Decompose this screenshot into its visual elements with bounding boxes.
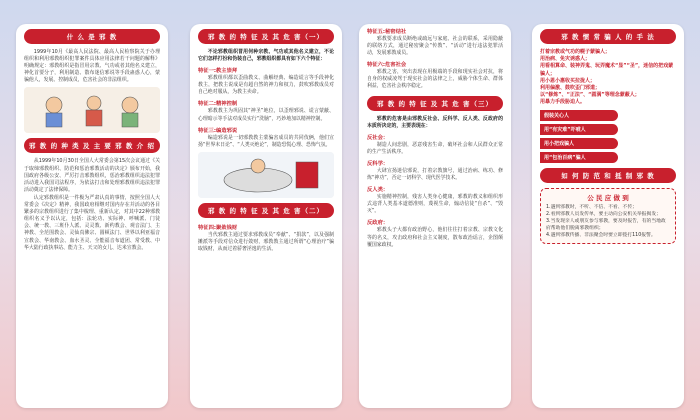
lead-text: 不论邪教组织冒用何种宗教、气功或其他名义建立，不论它们怎样打扮和伪装自己，邪教组织都具有如下六个特征： (198, 49, 334, 63)
citizen-guidance-box (540, 188, 676, 244)
trick-pill: 假装关心人 (540, 110, 618, 121)
guidance-line: 3.当发现亲人或朋友参与邪教，要及时报告，有的当地政府帮助他们脱离邪教组织； (546, 218, 666, 231)
cartoon-illustration (198, 152, 334, 198)
panel-what-is-cult (16, 24, 168, 408)
method-item: 利用偏激、鼓吹歪门邪道； (540, 85, 601, 92)
pill-list (532, 110, 684, 163)
section-header: 邪 教 的 种 类 及 主 要 邪 教 介 绍 (24, 138, 160, 153)
method-item: 用小恩小惠收买拉拢人； (540, 77, 596, 84)
feature-title: 特征二:精神控制 (198, 101, 238, 108)
trick-pill: 用“包治百病”骗人 (540, 152, 618, 163)
section-header: 邪 教 的 特 征 及 其 危 害（三） (367, 96, 503, 111)
harm-title: 反政府： (367, 220, 389, 227)
method-list (540, 49, 676, 107)
feature-title: 特征四:聚敛钱财 (198, 224, 238, 231)
harm-text: 大肆宣扬迷信邪说，打着宗教旗号，通过治病、练功、修炼“神功”，否定一切科学、现代医学技术。 (367, 167, 503, 182)
harm-title: 反人类： (367, 187, 389, 194)
feature-text: 邪教教主为巩固其“神圣”地位，以歪理邪说、谎言蒙蔽、心理暗示等手法对成员实行“洗脑”，巧妙地加以精神控制。 (198, 108, 334, 122)
feature-title: 特征一:教主崇拜 (198, 68, 238, 75)
lead-text: 邪教的危害是由邪教反社会、反科学、反人类、反政府的本质所决定的，主要表现在： (367, 115, 503, 129)
feature-text: 邪教组织都以歪曲教义、曲解经典、编造谎言等手段神化教主，把教主说成是有超自然的神力和权力，鼓吹邪教成员对自己绝对服从，为教主卖命。 (198, 75, 334, 96)
harm-title: 反科学： (367, 160, 389, 167)
box-title: 公 民 应 做 到 (587, 193, 629, 202)
feature-title: 特征五:秘密结社 (367, 29, 407, 35)
cartoon-illustration (24, 87, 160, 133)
method-item: 打着宗教或气功的幌子蒙骗人； (540, 49, 611, 55)
method-item: 以“修炼”、“正法”、“圆满”等理念蒙蔽人； (540, 92, 640, 99)
feature-text: 邪教要求成员断绝或疏远与家庭、社会的联系，采用隐蔽的联络方式，通过秘密聚会“传教”、“活动”进行违法犯罪活动，发展邪教成员。 (367, 36, 503, 57)
guidance-line: 1.遇到邪教时，不听、不信、不看、不传； (546, 204, 637, 210)
guidance-line: 4.遇到邪教传播、非法聚会时要立即拨打110报警。 (546, 232, 656, 238)
harm-text: 实施精神控制，残害人类身心健康，邪教的教义和组织形式违背人类基本道德准则，蔑视生命，煽动信徒“自杀”、“毁灭”。 (367, 194, 503, 215)
method-item: 用暴力手段胁迫人。 (540, 99, 586, 106)
guidance-line: 2.看到邪教人员发传单，要主动向公安机关举报揭发； (546, 211, 661, 217)
section-header: 如 何 防 范 和 抵 制 邪 教 (540, 168, 676, 183)
panel-features-1 (190, 24, 342, 408)
intro-text: 1999年10月《最高人民法院、最高人民检察院关于办理组织和利用邪教组织犯罪案件具体应用法律若干问题的解释》明确规定：邪教组织是指冒用宗教、气功或者其他名义建立，神化首要分子，利用制造、散布迷信邪说等手段蛊惑人心，蒙骗他人，发展、控制成员，危害社会的非法组织。 (24, 49, 160, 84)
body-text: 从1999年10月30日全国人大常委会第15次会议通过《关于取缔邪教组织、防范和惩治邪教活动的决定》颁布开始，我国政府各级公安、严厉打击邪教组织，惩治邪教组织违法犯罪活动进入我国司法程序，为依法打击和处理邪教组织违法犯罪活动奠定了法律保障。 认定邪教组织是一件极为严肃认真的事情，按照全国人大常委会《决定》精神，我国政府相继对国内存在并活动的各目繁多的宗教组织进行了集中梳理、重新认定，对其中22种邪教组织名义予以认定，包括：法轮功、实际神、呼喊派、门徒会、统一教、三班仆人派、灵灵教、新约教会、观音法门、主神教、全范围教会、灵仙真佛宗、圆顿法门、世界以利亚福音宣教会、华南教会、血水圣灵、全能福音布道团、常受教、中华大陆行政执事站、能力主、天父的女儿、达米宣教会。 (24, 158, 160, 251)
panel-features-2 (359, 24, 511, 408)
section-header: 邪 教 的 特 征 及 其 危 害（一） (198, 29, 334, 44)
section-header: 邪 教 惯 常 骗 人 的 手 法 (540, 29, 676, 44)
method-item: 用看相算命、装神弄鬼、玩弄魔术“显”“圣”，迷信的把戏蒙骗人； (540, 63, 674, 77)
harm-title: 反社会： (367, 134, 389, 141)
trick-pill: 用小把戏骗人 (540, 138, 618, 149)
harm-text: 制造人间悲剧，恶意残害生命，破坏社会和人民群众正常的生产生活秩序。 (367, 141, 503, 155)
method-item: 用治病、免灾诱惑人； (540, 56, 591, 63)
trick-pill: 用“有灾难”吓唬人 (540, 124, 618, 135)
feature-text: 邪教之害，突出表现在用极端的手段和现实社会对抗，将自身的权威凌驾于现实社会的法律之上，威胁个体生命、群体利益，危害社会秩序稳定。 (367, 69, 503, 90)
feature-text: 当代邪教主通过要求邪教成员“奉献”、“捐款”，以及强制摊派等手段对信众进行敛财，邪教教主通过所谓“心理治疗”骗取钱财，从而过着骄奢淫逸的生活。 (198, 231, 334, 253)
feature-text: 编造邪说是一切邪教教主蒙骗害成员的共同伎俩，他们宣扬“世界末日论”、“人类灭绝论”，制造恐慌心理、恐怖气氛。 (198, 134, 334, 148)
feature-title: 特征六:危害社会 (367, 62, 407, 69)
panel-methods (532, 24, 684, 408)
harm-text: 邪教头子大都有政治野心，他们往往打着宗教、宗教文化等的名义，攻击政府和社会主义制度，散布政治谣言，企图颠覆国家政权。 (367, 227, 503, 248)
section-header: 什 么 是 邪 教 (24, 29, 160, 44)
feature-title: 特征三:编造邪说 (198, 127, 238, 134)
section-header: 邪 教 的 特 征 及 其 危 害（二） (198, 203, 334, 218)
